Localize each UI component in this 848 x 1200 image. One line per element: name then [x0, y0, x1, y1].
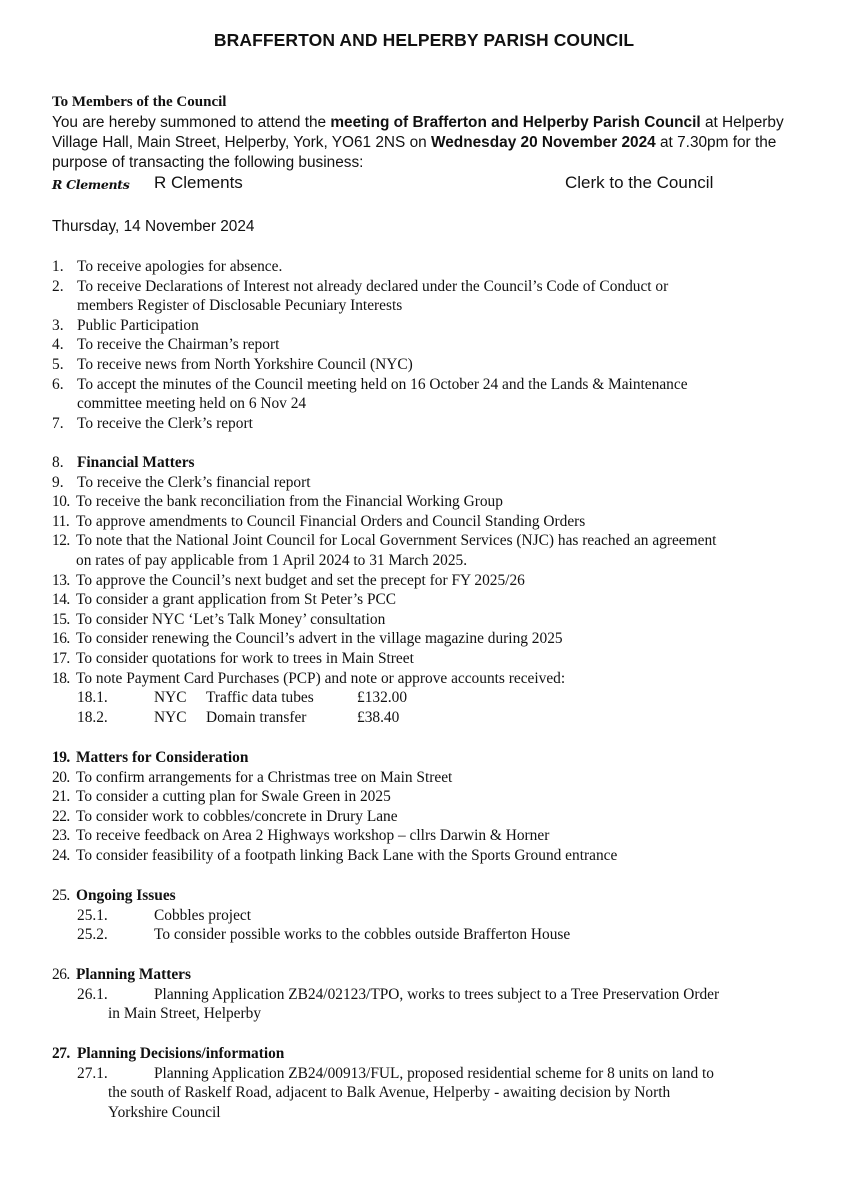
item-number: 4.	[52, 336, 64, 354]
item-text: To receive the Clerk’s report	[77, 414, 253, 432]
item-number: 13.	[52, 571, 70, 589]
agenda-item	[52, 669, 812, 689]
item-text: To confirm arrangements for a Christmas tree on Main Street	[76, 768, 453, 786]
agenda-item	[52, 826, 812, 846]
sub-item-text-continued: in Main Street, Helperby	[108, 1005, 262, 1023]
signature-row	[52, 173, 772, 195]
item-text: To receive Declarations of Interest not already declared under the Council’s Code of Conduct or	[77, 277, 669, 295]
agenda-item	[52, 787, 812, 807]
item-text: To consider a cutting plan for Swale Green in 2025	[76, 788, 391, 806]
agenda-item	[52, 610, 812, 630]
signature-script: R Clements	[52, 177, 130, 192]
item-text: To consider NYC ‘Let’s Talk Money’ consultation	[76, 610, 386, 628]
section-heading-text: Matters for Consideration	[76, 749, 249, 766]
sub-item-number: 26.1.	[77, 985, 108, 1003]
item-text-continued: on rates of pay applicable from 1 April 2024 to 31 March 2025.	[76, 551, 468, 569]
item-text: To consider renewing the Council’s advert in the village magazine during 2025	[76, 630, 563, 648]
summons-text-2: at Helperby Village Hall, Main Street, Helperby, York, YO61 2NS on	[52, 114, 784, 151]
payment-number: 18.1.	[77, 689, 108, 707]
agenda-group-ongoing	[52, 886, 812, 945]
agenda-item	[52, 590, 812, 610]
payment-payee: NYC	[154, 689, 187, 707]
agenda-item	[52, 571, 812, 591]
item-text: To receive feedback on Area 2 Highways workshop – cllrs Darwin & Horner	[76, 827, 550, 845]
item-number: 1.	[52, 258, 64, 275]
agenda-item	[52, 531, 812, 570]
agenda-item	[52, 355, 812, 375]
item-number: 17.	[52, 649, 70, 667]
item-text: To consider feasibility of a footpath linking Back Lane with the Sports Ground entrance	[76, 846, 618, 864]
sub-item	[52, 985, 812, 1005]
item-number: 3.	[52, 316, 64, 334]
agenda-group-decisions	[52, 1044, 812, 1122]
sub-item-number: 27.1.	[77, 1064, 108, 1082]
item-number: 11.	[52, 512, 70, 530]
item-number: 7.	[52, 414, 64, 432]
agenda-section-heading	[52, 965, 812, 985]
agenda-item	[52, 629, 812, 649]
item-text: To consider quotations for work to trees in Main Street	[76, 649, 414, 667]
payment-description: Traffic data tubes	[206, 689, 314, 707]
agenda-section-heading	[52, 1044, 812, 1064]
item-text: Public Participation	[77, 316, 199, 334]
sub-item	[52, 925, 812, 945]
item-number: 19.	[52, 749, 70, 766]
payment-row	[52, 688, 812, 708]
payment-amount: £132.00	[357, 689, 408, 707]
agenda-item	[52, 335, 812, 355]
agenda-group-planning	[52, 965, 812, 1024]
item-text: To approve amendments to Council Financial Orders and Council Standing Orders	[76, 512, 586, 530]
section-heading-text: Financial Matters	[77, 454, 195, 471]
payment-number: 18.2.	[77, 708, 108, 726]
item-text: To approve the Council’s next budget and set the precept for FY 2025/26	[76, 571, 525, 589]
item-number: 27.	[52, 1045, 70, 1062]
item-number: 15.	[52, 610, 70, 628]
sub-item	[52, 906, 812, 926]
agenda-section-heading	[52, 886, 812, 906]
issue-date: Thursday, 14 November 2024	[52, 218, 255, 235]
item-text: To receive apologies for absence.	[77, 258, 283, 275]
item-text: To receive the Clerk’s financial report	[77, 473, 311, 491]
sub-item-text-continued: the south of Raskelf Road, adjacent to Balk Avenue, Helperby - awaiting decision by North	[108, 1084, 671, 1102]
agenda-section-heading	[52, 453, 812, 473]
agenda-item	[52, 768, 812, 788]
sub-item-text: Cobbles project	[154, 906, 252, 924]
item-text-continued: members Register of Disclosable Pecuniary Interests	[77, 297, 403, 315]
sub-item-text-continued: Yorkshire Council	[108, 1103, 221, 1121]
item-text: To note Payment Card Purchases (PCP) and note or approve accounts received:	[76, 669, 566, 687]
item-number: 26.	[52, 966, 70, 983]
item-number: 10.	[52, 493, 70, 511]
agenda-item	[52, 414, 812, 434]
item-text: To note that the National Joint Council for Local Government Services (NJC) has reached an agreement	[76, 532, 717, 550]
payment-row	[52, 708, 812, 728]
agenda-item	[52, 375, 812, 414]
agenda-item	[52, 512, 812, 532]
sub-item-text: Planning Application ZB24/02123/TPO, works to trees subject to a Tree Preservation Order	[154, 985, 720, 1003]
agenda-item	[52, 473, 812, 493]
item-text: To receive news from North Yorkshire Council (NYC)	[77, 355, 413, 373]
payment-description: Domain transfer	[206, 708, 307, 726]
summons-paragraph	[52, 113, 802, 173]
payment-payee: NYC	[154, 708, 187, 726]
item-number: 8.	[52, 454, 64, 471]
section-heading-text: Planning Matters	[76, 966, 191, 983]
item-text: To receive the Chairman’s report	[77, 336, 280, 354]
sub-item-text: Planning Application ZB24/00913/FUL, proposed residential scheme for 8 units on land to	[154, 1064, 714, 1082]
item-number: 5.	[52, 355, 64, 373]
item-number: 25.	[52, 887, 70, 904]
item-number: 22.	[52, 807, 70, 825]
agenda-item	[52, 807, 812, 827]
item-number: 12.	[52, 532, 70, 550]
item-number: 2.	[52, 277, 64, 295]
section-heading-text: Planning Decisions/information	[77, 1045, 285, 1062]
agenda-group-financial	[52, 453, 812, 727]
item-number: 18.	[52, 669, 70, 687]
sub-item-text: To consider possible works to the cobbles outside Brafferton House	[154, 926, 571, 944]
payment-amount: £38.40	[357, 708, 400, 726]
item-text: To receive the bank reconciliation from the Financial Working Group	[76, 493, 503, 511]
item-number: 24.	[52, 846, 70, 864]
agenda-item	[52, 257, 812, 277]
item-number: 21.	[52, 788, 70, 806]
sub-item-continued	[52, 1103, 812, 1123]
item-number: 20.	[52, 768, 70, 786]
signatory-name: R Clements	[154, 173, 243, 192]
summons-meeting-name: meeting of Brafferton and Helperby Parish Council	[330, 114, 701, 131]
item-number: 6.	[52, 375, 64, 393]
item-text: To consider work to cobbles/concrete in Drury Lane	[76, 807, 398, 825]
agenda-item	[52, 316, 812, 336]
agenda-item	[52, 846, 812, 866]
agenda-item	[52, 492, 812, 512]
agenda-item	[52, 649, 812, 669]
item-number: 16.	[52, 630, 70, 648]
item-number: 23.	[52, 827, 70, 845]
sub-item-number: 25.2.	[77, 926, 108, 944]
addressee-heading: To Members of the Council	[52, 94, 227, 110]
signatory-role: Clerk to the Council	[565, 173, 714, 192]
sub-item-continued	[52, 1004, 812, 1024]
item-number: 14.	[52, 591, 70, 609]
agenda-item	[52, 277, 812, 316]
agenda-section-heading	[52, 748, 812, 768]
document-title: BRAFFERTON AND HELPERBY PARISH COUNCIL	[213, 30, 635, 50]
item-number: 9.	[52, 473, 64, 491]
item-text: To accept the minutes of the Council meeting held on 16 October 24 and the Lands & Maintenance	[77, 375, 688, 393]
summons-text-1: You are hereby summoned to attend the	[52, 114, 331, 131]
sub-item-continued	[52, 1083, 812, 1103]
item-text: To consider a grant application from St Peter’s PCC	[76, 591, 397, 609]
agenda-group-consideration	[52, 748, 812, 866]
agenda-group-opening	[52, 257, 812, 433]
section-heading-text: Ongoing Issues	[76, 887, 176, 904]
sub-item	[52, 1064, 812, 1084]
summons-meeting-date: Wednesday 20 November 2024	[431, 134, 656, 151]
sub-item-number: 25.1.	[77, 906, 108, 924]
summons-text-3: at 7.30pm for the purpose of transacting the following business:	[52, 134, 777, 171]
item-text-continued: committee meeting held on 6 Nov 24	[77, 395, 307, 413]
